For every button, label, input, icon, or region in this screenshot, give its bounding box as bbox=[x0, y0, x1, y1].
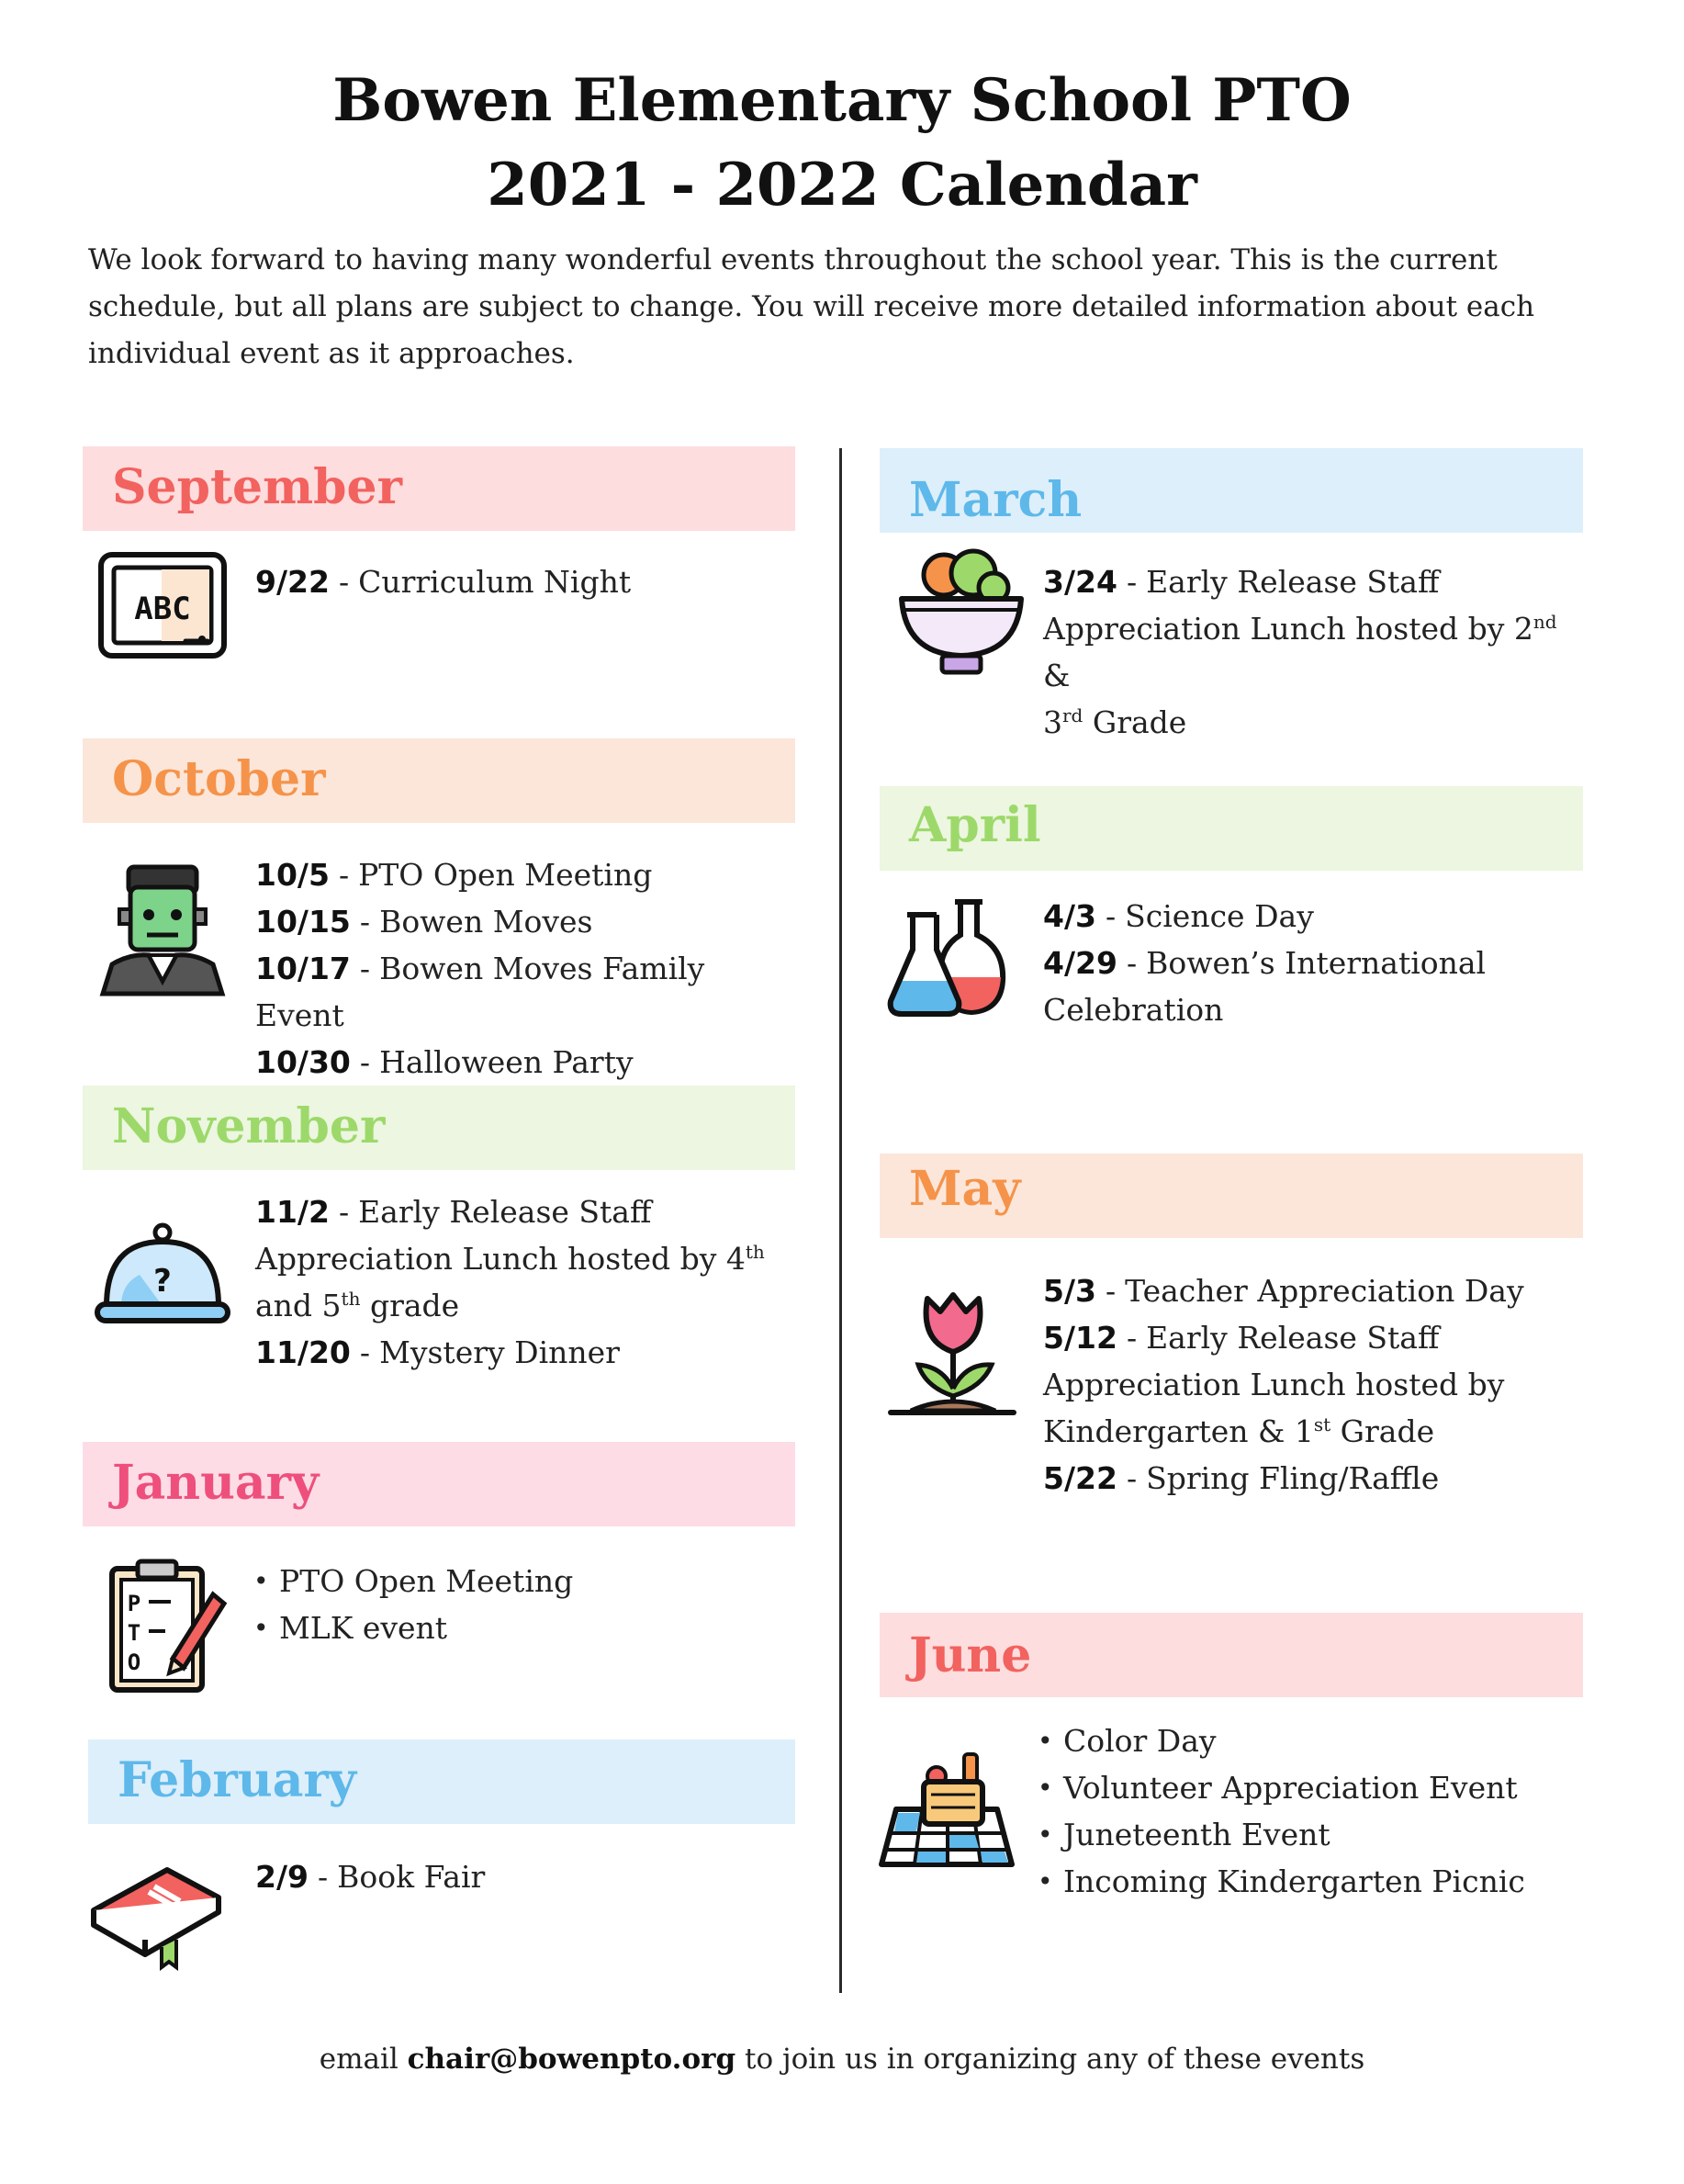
month-name-october: October bbox=[112, 751, 326, 807]
event-text: Bowen Moves Family Event bbox=[255, 951, 705, 1033]
frankenstein-icon bbox=[94, 861, 231, 999]
ordinal-suffix: rd bbox=[1062, 704, 1083, 726]
month-band-march bbox=[880, 448, 1583, 533]
salad-bowl-icon bbox=[893, 546, 1030, 683]
picnic-basket-icon bbox=[878, 1741, 1016, 1879]
intro-paragraph: We look forward to having many wonderful events throughout the school year. This is the current schedule, but all plans are subject to change. You will receive more detailed information about each individual event as it approaches. bbox=[88, 243, 1535, 370]
event-item: 3/24 - Early Release Staff Appreciation Lunch hosted by 2nd & 3rd Grade bbox=[1043, 564, 1557, 740]
month-band-january bbox=[83, 1442, 795, 1526]
event-item: 5/22 - Spring Fling/Raffle bbox=[1043, 1460, 1440, 1496]
event-date: 4/29 bbox=[1043, 945, 1117, 981]
events-march bbox=[1043, 558, 1585, 746]
events-june bbox=[1036, 1717, 1583, 1905]
event-text: & bbox=[1043, 658, 1071, 693]
bullet-list bbox=[1036, 1717, 1583, 1905]
abc-board-icon bbox=[94, 538, 231, 676]
event-text: Bowen Moves bbox=[379, 904, 593, 940]
event-item: 10/15 - Bowen Moves bbox=[255, 904, 593, 940]
event-item: 9/22 - Curriculum Night bbox=[255, 564, 632, 600]
event-date: 5/3 bbox=[1043, 1273, 1096, 1309]
month-name-may: May bbox=[909, 1161, 1021, 1217]
event-text: grade bbox=[360, 1288, 460, 1323]
event-text: Book Fair bbox=[337, 1859, 486, 1895]
event-text: Curriculum Night bbox=[358, 564, 632, 600]
month-name-june: June bbox=[909, 1627, 1032, 1683]
event-text: Early Release Staff bbox=[358, 1194, 652, 1230]
event-text: Celebration bbox=[1043, 992, 1224, 1028]
event-date: 5/22 bbox=[1043, 1460, 1117, 1496]
footer-text: email bbox=[319, 2043, 408, 2076]
event-text: and 5 bbox=[255, 1288, 342, 1323]
month-name-february: February bbox=[118, 1752, 357, 1808]
month-name-january: January bbox=[112, 1455, 320, 1511]
mystery-dish-icon bbox=[94, 1210, 231, 1348]
events-january bbox=[252, 1558, 793, 1651]
event-item: 5/12 - Early Release Staff Appreciation Lunch hosted by Kindergarten & 1st Grade bbox=[1043, 1320, 1505, 1449]
contact-email-link[interactable]: chair@bowenpto.org bbox=[407, 2043, 736, 2076]
month-name-september: September bbox=[112, 459, 402, 515]
event-text: PTO Open Meeting bbox=[358, 857, 653, 893]
ordinal-suffix: th bbox=[341, 1288, 361, 1310]
tulip-flower-icon bbox=[883, 1286, 1021, 1424]
event-text: Kindergarten & 1 bbox=[1043, 1413, 1314, 1449]
event-text: Appreciation Lunch hosted by bbox=[1043, 1367, 1505, 1402]
list-item: • Color Day bbox=[1036, 1717, 1583, 1764]
list-item: • PTO Open Meeting bbox=[252, 1558, 793, 1604]
event-date: 5/12 bbox=[1043, 1320, 1117, 1356]
event-text: Appreciation Lunch hosted by 2 bbox=[1043, 611, 1533, 647]
event-text: Grade bbox=[1083, 704, 1187, 740]
svg-text:P: P bbox=[127, 1591, 141, 1616]
event-text: Early Release Staff bbox=[1146, 1320, 1440, 1356]
list-item: • Volunteer Appreciation Event bbox=[1036, 1764, 1583, 1811]
month-band-june bbox=[880, 1613, 1583, 1697]
list-item: • Incoming Kindergarten Picnic bbox=[1036, 1858, 1583, 1905]
pto-clipboard-icon bbox=[94, 1558, 231, 1695]
event-text: Teacher Appreciation Day bbox=[1125, 1273, 1524, 1309]
svg-text:O: O bbox=[127, 1649, 141, 1675]
event-text: Spring Fling/Raffle bbox=[1146, 1460, 1440, 1496]
event-date: 9/22 bbox=[255, 564, 330, 600]
event-item: 4/3 - Science Day bbox=[1043, 898, 1314, 934]
event-item: 10/30 - Halloween Party bbox=[255, 1044, 634, 1080]
event-date: 10/15 bbox=[255, 904, 351, 940]
event-date: 10/30 bbox=[255, 1044, 351, 1080]
event-text: Halloween Party bbox=[379, 1044, 634, 1080]
event-text: 3 bbox=[1043, 704, 1062, 740]
month-name-november: November bbox=[112, 1098, 386, 1154]
event-date: 4/3 bbox=[1043, 898, 1096, 934]
bullet-list bbox=[252, 1558, 793, 1651]
event-item: 2/9 - Book Fair bbox=[255, 1859, 486, 1895]
svg-text:?: ? bbox=[153, 1263, 172, 1300]
events-may bbox=[1043, 1267, 1585, 1502]
month-band-november bbox=[83, 1086, 795, 1170]
event-item: 11/2 - Early Release Staff Appreciation Lunch hosted by 4th and 5th grade bbox=[255, 1194, 765, 1323]
ordinal-suffix: nd bbox=[1532, 611, 1557, 633]
ordinal-suffix: th bbox=[745, 1241, 765, 1263]
month-band-february bbox=[88, 1739, 795, 1824]
event-date: 11/20 bbox=[255, 1334, 351, 1370]
event-text: Bowen’s International bbox=[1146, 945, 1487, 981]
month-band-april bbox=[880, 786, 1583, 871]
footer-text: to join us in organizing any of these events bbox=[735, 2043, 1365, 2076]
science-flasks-icon bbox=[883, 893, 1021, 1030]
title-line-1: Bowen Elementary School PTO bbox=[332, 66, 1352, 135]
book-icon bbox=[84, 1833, 222, 1971]
month-name-march: March bbox=[909, 472, 1083, 528]
event-item: 10/5 - PTO Open Meeting bbox=[255, 857, 653, 893]
events-september bbox=[255, 558, 797, 605]
month-band-may bbox=[880, 1154, 1583, 1238]
event-text: Science Day bbox=[1125, 898, 1314, 934]
event-text: Appreciation Lunch hosted by 4 bbox=[255, 1241, 746, 1277]
event-text: Mystery Dinner bbox=[379, 1334, 620, 1370]
events-february bbox=[255, 1853, 797, 1900]
event-date: 11/2 bbox=[255, 1194, 330, 1230]
list-item: • MLK event bbox=[252, 1604, 793, 1651]
event-date: 10/5 bbox=[255, 857, 330, 893]
ordinal-suffix: st bbox=[1313, 1413, 1331, 1435]
column-divider bbox=[839, 448, 842, 1993]
event-item: 11/20 - Mystery Dinner bbox=[255, 1334, 620, 1370]
month-band-october bbox=[83, 738, 795, 823]
events-november bbox=[255, 1188, 797, 1376]
svg-text:T: T bbox=[127, 1620, 141, 1646]
page-title bbox=[0, 59, 1684, 228]
events-october bbox=[255, 851, 797, 1086]
month-band-september bbox=[83, 446, 795, 531]
event-date: 3/24 bbox=[1043, 564, 1117, 600]
svg-text:ABC: ABC bbox=[134, 591, 191, 627]
event-text: Early Release Staff bbox=[1146, 564, 1440, 600]
event-item: 5/3 - Teacher Appreciation Day bbox=[1043, 1273, 1524, 1309]
event-item: 4/29 - Bowen’s International Celebration bbox=[1043, 945, 1487, 1028]
title-line-2: 2021 - 2022 Calendar bbox=[487, 151, 1197, 220]
events-april bbox=[1043, 893, 1585, 1033]
event-text: Grade bbox=[1330, 1413, 1435, 1449]
list-item: • Juneteenth Event bbox=[1036, 1811, 1583, 1858]
event-date: 10/17 bbox=[255, 951, 351, 986]
event-date: 2/9 bbox=[255, 1859, 309, 1895]
event-item: 10/17 - Bowen Moves Family Event bbox=[255, 951, 705, 1033]
footer bbox=[0, 2037, 1684, 2081]
month-name-april: April bbox=[909, 797, 1041, 853]
